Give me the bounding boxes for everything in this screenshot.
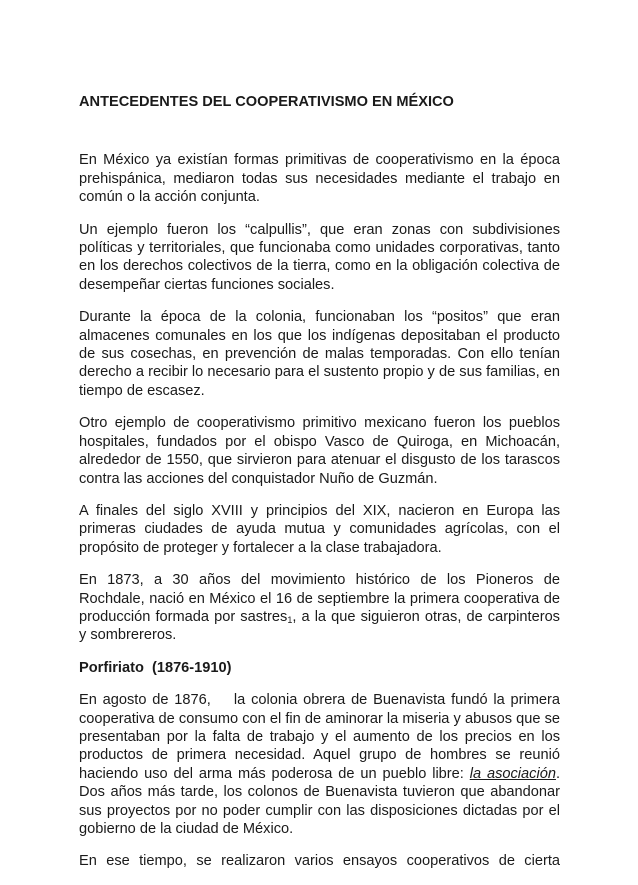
paragraph-rochdale (79, 571, 560, 645)
document-page (79, 93, 565, 885)
buenavista-text-start: En agosto de 1876, la colonia obrera de Buenavista fundó la primera cooperativa de consumo con el fin de aminorar la miseria y abusos que se presentaban por la falta de trabajo y el aumento de los precios en los productos de primera necesidad. Aquel grupo de hombres se reunió haciendo uso del arma más poderosa de un pueblo libre: (79, 692, 565, 782)
document-title: ANTECEDENTES DEL COOPERATIVISMO EN MÉXICO (79, 94, 454, 110)
footnote-marker: 1 (287, 614, 293, 625)
paragraph-calpullis: Un ejemplo fueron los “calpullis”, que eran zonas con subdivisiones políticas y territoriales, que funcionaba como unidades corporativas, tanto en los derechos colectivos de la tierra, como en la obligación colectiva de desempeñar ciertas funciones sociales. (79, 221, 560, 293)
section-heading-porfiriato: Porfiriato (1876-1910) (79, 659, 232, 676)
paragraph-buenavista (79, 691, 565, 838)
paragraph-pueblos-hospitales: Otro ejemplo de cooperativismo primitivo mexicano fueron los pueblos hospitales, fundados por el obispo Vasco de Quiroga, en Michoacán, alrededor de 1550, que sirvieron para atenuar el disgusto de los tarascos contra las acciones del conquistador Nuño de Guzmán. (79, 415, 560, 487)
paragraph-ensayos: En ese tiempo, se realizaron varios ensayos cooperativos de cierta (79, 853, 560, 870)
paragraph-europe: A finales del siglo XVIII y principios del XIX, nacieron en Europa las primeras ciudades de ayuda mutua y comunidades agrícolas, con el propósito de proteger y fortalecer a la clase trabajadora. (79, 502, 560, 556)
rochdale-text-end: , a la que siguieron otras, de carpinteros y sombrereros. (79, 608, 560, 644)
rochdale-text-start: En 1873, a 30 años del movimiento histórico de los Pioneros de Rochdale, nació en México el 16 de septiembre la primera cooperativa de producción formada por sastres (79, 572, 560, 625)
emphasis-la-asociacion: la asociación (469, 765, 556, 782)
paragraph-prehispanic: En México ya existían formas primitivas de cooperativismo en la época prehispánica, mediaron todas sus necesidades mediante el trabajo en común o la acción conjunta. (79, 152, 560, 206)
buenavista-text-end: . Dos años más tarde, los colonos de Buenavista tuvieron que abandonar sus proyectos por no poder cumplir con las disposiciones dictadas por el gobierno de la ciudad de México. (79, 765, 565, 837)
paragraph-positos: Durante la época de la colonia, funcionaban los “positos” que eran almacenes comunales en los que los indígenas depositaban el producto de sus cosechas, en prevención de malas temporadas. Con ello tenían derecho a recibir lo necesario para el sustento propio y de sus familias, en tiempo de escasez. (79, 309, 560, 399)
